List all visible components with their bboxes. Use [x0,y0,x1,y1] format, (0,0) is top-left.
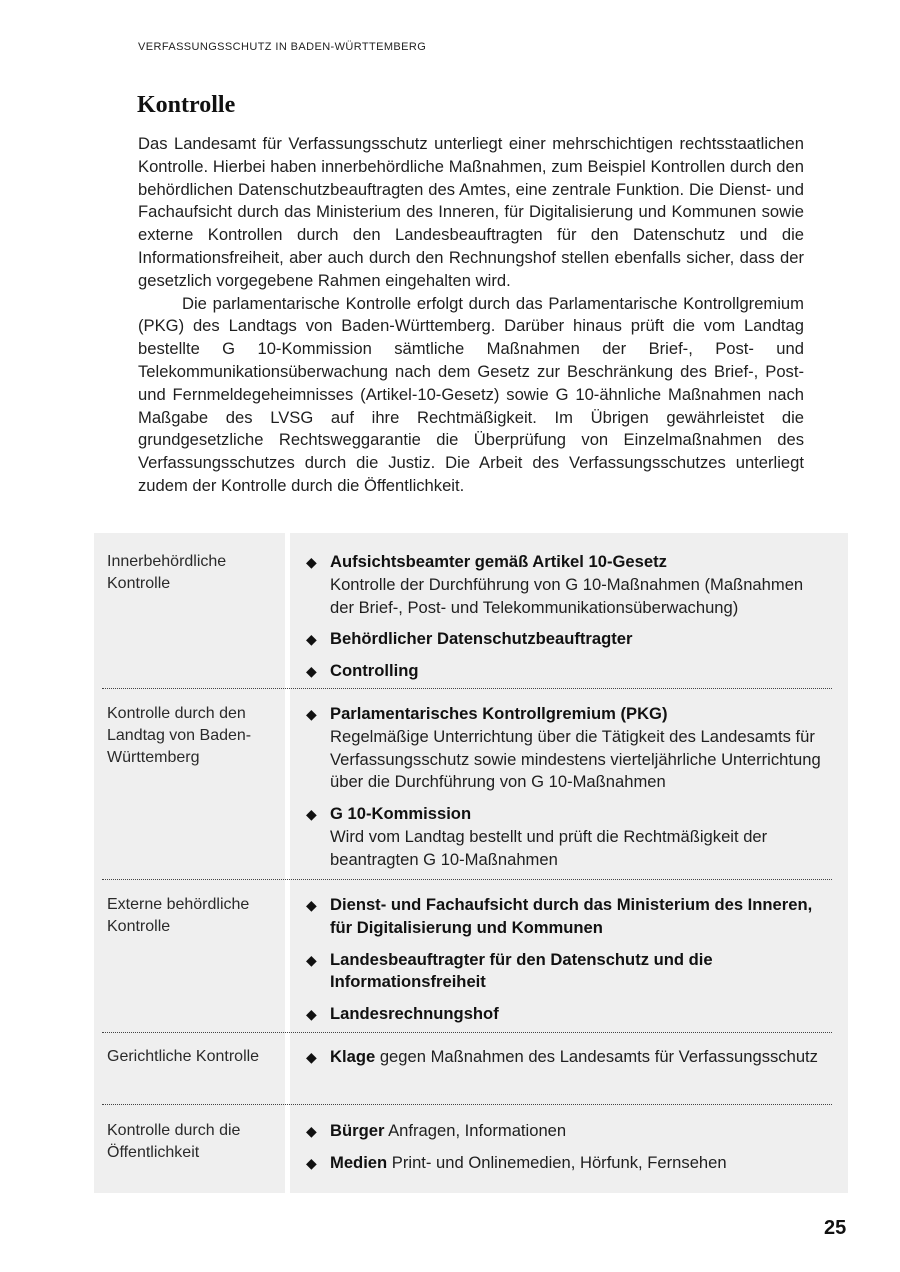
item-description: Wird vom Landtag bestellt und prüft die Rechtmäßigkeit der beantragten G 10-Maßnahmen [330,826,768,869]
item-heading: Medien [330,1152,388,1172]
row-divider [102,1104,832,1105]
item-list [304,894,824,1035]
item-text: Anfragen, Informationen [388,1121,567,1140]
row-divider [102,688,832,689]
diamond-bullet-icon: ◆ [306,951,317,968]
item-heading: G 10-Kommission [330,804,472,824]
list-item [304,660,824,683]
item-text: Print- und Onlinemedien, Hörfunk, Fernsehen [391,1152,727,1172]
item-list [304,1046,824,1078]
list-item [304,803,824,871]
row-divider [102,879,832,880]
page-number: 25 [824,1217,847,1239]
row-divider [102,1032,832,1033]
label-column [94,533,285,1193]
item-heading: Landesbeauftragter für den Datenschutz und die Informationsfreiheit [330,949,713,992]
diamond-bullet-icon: ◆ [306,663,317,680]
item-list [304,1120,824,1184]
list-item [304,1120,824,1143]
row-label: Gerichtliche Kontrolle [107,1048,260,1065]
diamond-bullet-icon: ◆ [306,1154,317,1171]
list-item [304,894,824,940]
item-heading: Landesrechnungshof [330,1004,499,1024]
item-heading: Controlling [330,661,419,681]
item-list [304,703,824,881]
list-item [304,1152,824,1175]
item-description: Kontrolle der Durchführung von G 10-Maßnahmen (Maßnahmen der Brief-, Post- und Telekommunikationsüberwachung) [330,574,804,617]
item-heading: Bürger [330,1121,385,1140]
item-list [304,551,824,692]
control-overview-table [94,533,848,1193]
section-title: Kontrolle [137,92,236,118]
diamond-bullet-icon: ◆ [306,1123,317,1139]
diamond-bullet-icon: ◆ [306,1006,317,1023]
diamond-bullet-icon: ◆ [306,1049,317,1065]
row-label: Kontrolle durch den Landtag von Baden-Württemberg [107,705,252,766]
list-item [304,628,824,651]
item-description: Regelmäßige Unterrichtung über die Tätigkeit des Landesamts für Verfassungsschutz sowie mindestens vierteljährliche Unterrichtung über die Durchführung von G 10-Maßnahmen [330,726,821,792]
row-label: Externe behördliche Kontrolle [107,896,250,935]
item-heading: Aufsichtsbeamter gemäß Artikel 10-Gesetz [330,552,667,571]
item-heading: Parlamentarisches Kontrollgremium (PKG) [330,704,668,723]
paragraph-1: Das Landesamt für Verfassungsschutz unterliegt einer mehrschichtigen rechtsstaatlichen Kontrolle. Hierbei haben innerbehördliche Maßnahmen, zum Beispiel Kontrollen durch den behördlichen Datenschutzbeauftragten des Amtes, eine zentrale Funktion. Die Dienst- und Fachaufsicht durch das Ministerium des Inneren, für Digitalisierung und Kommunen sowie externe Kontrollen durch den Landesbeauftragten für den Datenschutz und die Informationsfreiheit, aber auch durch den Rechnungshof stellen ebenfalls sicher, dass der gesetzlich vorgegebene Rahmen eingehalten wird. [138,134,804,290]
row-label: Innerbehördliche Kontrolle [107,553,227,592]
item-heading: Dienst- und Fachaufsicht durch das Ministerium des Inneren, für Digitalisierung und Kommunen [330,895,813,937]
list-item [304,1046,824,1069]
diamond-bullet-icon: ◆ [306,806,317,823]
diamond-bullet-icon: ◆ [306,631,317,648]
item-heading: Klage [330,1047,376,1066]
list-item [304,1003,824,1026]
diamond-bullet-icon: ◆ [306,554,317,570]
diamond-bullet-icon: ◆ [306,706,317,722]
body-text [138,133,804,498]
list-item [304,703,824,794]
diamond-bullet-icon: ◆ [306,897,317,913]
running-head: VERFASSUNGSSCHUTZ IN BADEN-WÜRTTEMBERG [138,41,427,53]
item-text: gegen Maßnahmen des Landesamts für Verfassungsschutz [379,1047,818,1066]
row-label: Kontrolle durch die Öffentlichkeit [107,1122,241,1161]
paragraph-2: Die parlamentarische Kontrolle erfolgt durch das Parlamentarische Kontrollgremium (PKG) des Landtags von Baden-Württemberg. Darüber hinaus prüft die vom Landtag bestellte G 10-Kommission sämtliche Maßnahmen der Brief-, Post- und Telekommunikationsüberwachung nach dem Gesetz zur Beschränkung des Brief-, Post- und Fernmeldegeheimnisses (Artikel-10-Gesetz) sowie G 10-ähnliche Maßnahmen nach Maßgabe des LVSG auf ihre Rechtmäßigkeit. Im Übrigen gewährleistet die grundgesetzliche Rechtsweggarantie die Überprüfung von Einzelmaßnahmen des Verfassungsschutzes durch die Justiz. Die Arbeit des Verfassungsschutzes unterliegt zudem der Kontrolle durch die Öffentlichkeit. [138,293,804,495]
list-item [304,949,824,995]
item-heading: Behördlicher Datenschutzbeauftragter [330,629,633,649]
list-item [304,551,824,619]
